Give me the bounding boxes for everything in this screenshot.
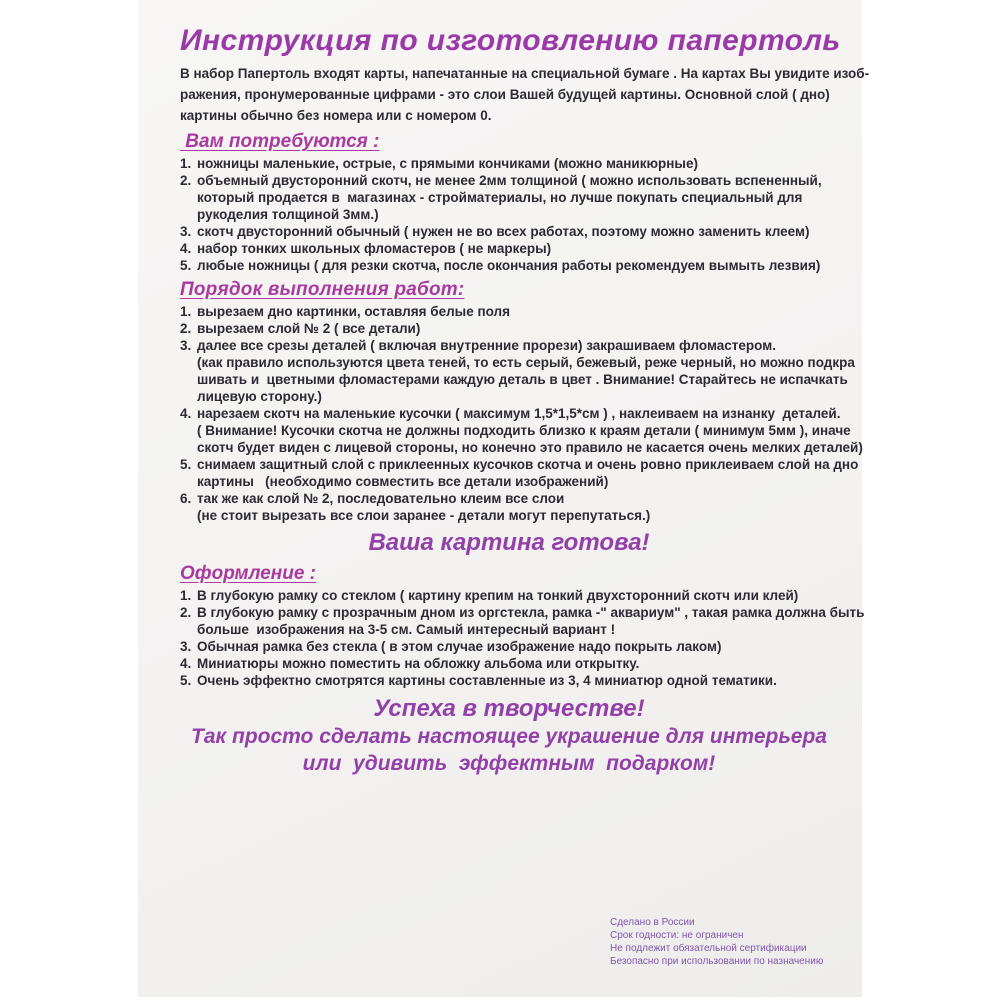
item-text [197,240,838,257]
list-item-line: так же как слой № 2, последовательно клеим все слои [197,491,565,506]
list-item-line: скотч будет виден с лицевой стороны, но конечно это правило не касается очень мелких деталей) [197,440,863,455]
list-item-line: ножницы маленькие, острые, с прямыми кончиками (можно маникюрные) [197,156,698,171]
list-item-line: В глубокую рамку со стеклом ( картину крепим на тонкий двухсторонний скотч или клей) [197,588,799,603]
list-item-line: шивать и цветными фломастерами каждую деталь в цвет . Внимание! Старайтесь не испачкать [197,372,848,387]
footer-line: Безопасно при использовании по назначению [610,956,824,967]
item-number: 3. [180,338,192,353]
document-title: Инструкция по изготовлению папертоль [180,24,841,57]
item-text [197,257,838,274]
item-text [197,172,838,223]
item-text [197,405,863,456]
item-text [197,155,838,172]
list-item [180,672,838,689]
section-heading-tools: Вам потребуются : [180,131,380,152]
footer-line: Не подлежит обязательной сертификации [610,943,807,954]
list-item-line: любые ножницы ( для резки скотча, после окончания работы рекомендуем вымыть лезвия) [197,258,821,273]
list-item [180,172,838,223]
list-item-line: картины (необходимо совместить все детали изображений) [197,474,609,489]
compliance-footer [610,916,823,968]
list-item [180,155,838,172]
list-item-line: скотч двусторонний обычный ( нужен не во всех работах, поэтому можно заменить клеем) [197,224,810,239]
section-heading-framing: Оформление : [180,563,316,584]
list-item-line: нарезаем скотч на маленькие кусочки ( максимум 1,5*1,5*см ) , наклеиваем на изнанку деталей. [197,406,841,421]
intro-line: ражения, пронумерованные цифрами - это слои Вашей будущей картины. Основной слой ( дно) [180,87,830,102]
list-item-line: набор тонких школьных фломастеров ( не маркеры) [197,241,552,256]
list-item [180,257,838,274]
closing-slogan-success: Успеха в творчестве! [373,695,645,722]
item-number: 1. [180,156,192,171]
item-text [197,303,838,320]
list-item [180,604,865,638]
item-text [197,604,865,638]
list-item [180,240,838,257]
list-item-line: далее все срезы деталей ( включая внутренние прорези) закрашиваем фломастером. [197,338,776,353]
list-item-line: вырезаем слой № 2 ( все детали) [197,321,421,336]
intro-paragraph [180,63,870,126]
tools-list [180,155,838,274]
procedure-list [180,303,863,524]
picture-ready-banner: Ваша картина готова! [368,529,650,556]
list-item-line: лицевую сторону.) [197,389,322,404]
item-number: 1. [180,588,192,603]
list-item-line: снимаем защитный слой с приклеенных кусочков скотча и очень ровно приклеиваем слой на дно [197,457,859,472]
instruction-sheet [138,0,870,997]
list-item [180,456,859,490]
item-text [197,490,838,524]
item-text [197,638,838,655]
item-number: 3. [180,639,192,654]
list-item-line: Очень эффектно смотрятся картины составленные из 3, 4 миниатюр одной тематики. [197,673,777,688]
list-item-line: (как правило используются цвета теней, то есть серый, бежевый, реже черный, но можно подкра [197,355,855,370]
item-number: 4. [180,656,192,671]
closing-slogan-gift: или удивить эффектным подарком! [302,752,716,775]
item-number: 2. [180,605,192,620]
item-number: 4. [180,406,192,421]
item-number: 5. [180,673,192,688]
item-number: 1. [180,304,192,319]
item-number: 2. [180,173,192,188]
item-number: 2. [180,321,192,336]
item-number: 5. [180,258,192,273]
list-item-line: объемный двусторонний скотч, не менее 2мм толщиной ( можно использовать вспененный, [197,173,822,188]
item-number: 4. [180,241,192,256]
item-number: 5. [180,457,192,472]
list-item-line: Обычная рамка без стекла ( в этом случае изображение надо покрыть лаком) [197,639,722,654]
list-item [180,337,855,405]
intro-line: картины обычно без номера или с номером 0. [180,108,492,123]
item-text [197,456,859,490]
list-item-line: вырезаем дно картинки, оставляя белые поля [197,304,510,319]
list-item [180,638,838,655]
item-text [197,672,838,689]
list-item-line: (не стоит вырезать все слои заранее - детали могут перепутаться.) [197,508,651,523]
list-item-line: Миниатюры можно поместить на обложку альбома или открытку. [197,656,640,671]
list-item-line: В глубокую рамку с прозрачным дном из оргстекла, рамка -" аквариум" , такая рамка должна быть [197,605,865,620]
footer-line: Срок годности: не ограничен [610,930,744,941]
sheet-content [138,0,870,777]
list-item [180,655,838,672]
closing-slogan-decoration: Так просто сделать настоящее украшение для интерьера [191,725,827,748]
list-item [180,587,838,604]
intro-line: В набор Папертоль входят карты, напечатанные на специальной бумаге . На картах Вы увидите изоб- [180,66,870,81]
item-number: 3. [180,224,192,239]
list-item [180,490,838,524]
list-item-line: рукоделия толщиной 3мм.) [197,207,379,222]
list-item [180,303,838,320]
item-number: 6. [180,491,192,506]
item-text [197,223,838,240]
item-text [197,587,838,604]
list-item-line: который продается в магазинах - стройматериалы, но лучше покупать специальный для [197,190,803,205]
item-text [197,337,855,405]
list-item [180,405,863,456]
section-heading-procedure: Порядок выполнения работ: [180,279,465,300]
list-item [180,320,838,337]
item-text [197,655,838,672]
list-item-line: ( Внимание! Кусочки скотча не должны подходить близко к краям детали ( минимум 5мм ), иначе [197,423,851,438]
item-text [197,320,838,337]
list-item-line: больше изображения на 3-5 см. Самый интересный вариант ! [197,622,616,637]
framing-list [180,587,865,689]
list-item [180,223,838,240]
footer-line: Сделано в России [610,917,695,928]
